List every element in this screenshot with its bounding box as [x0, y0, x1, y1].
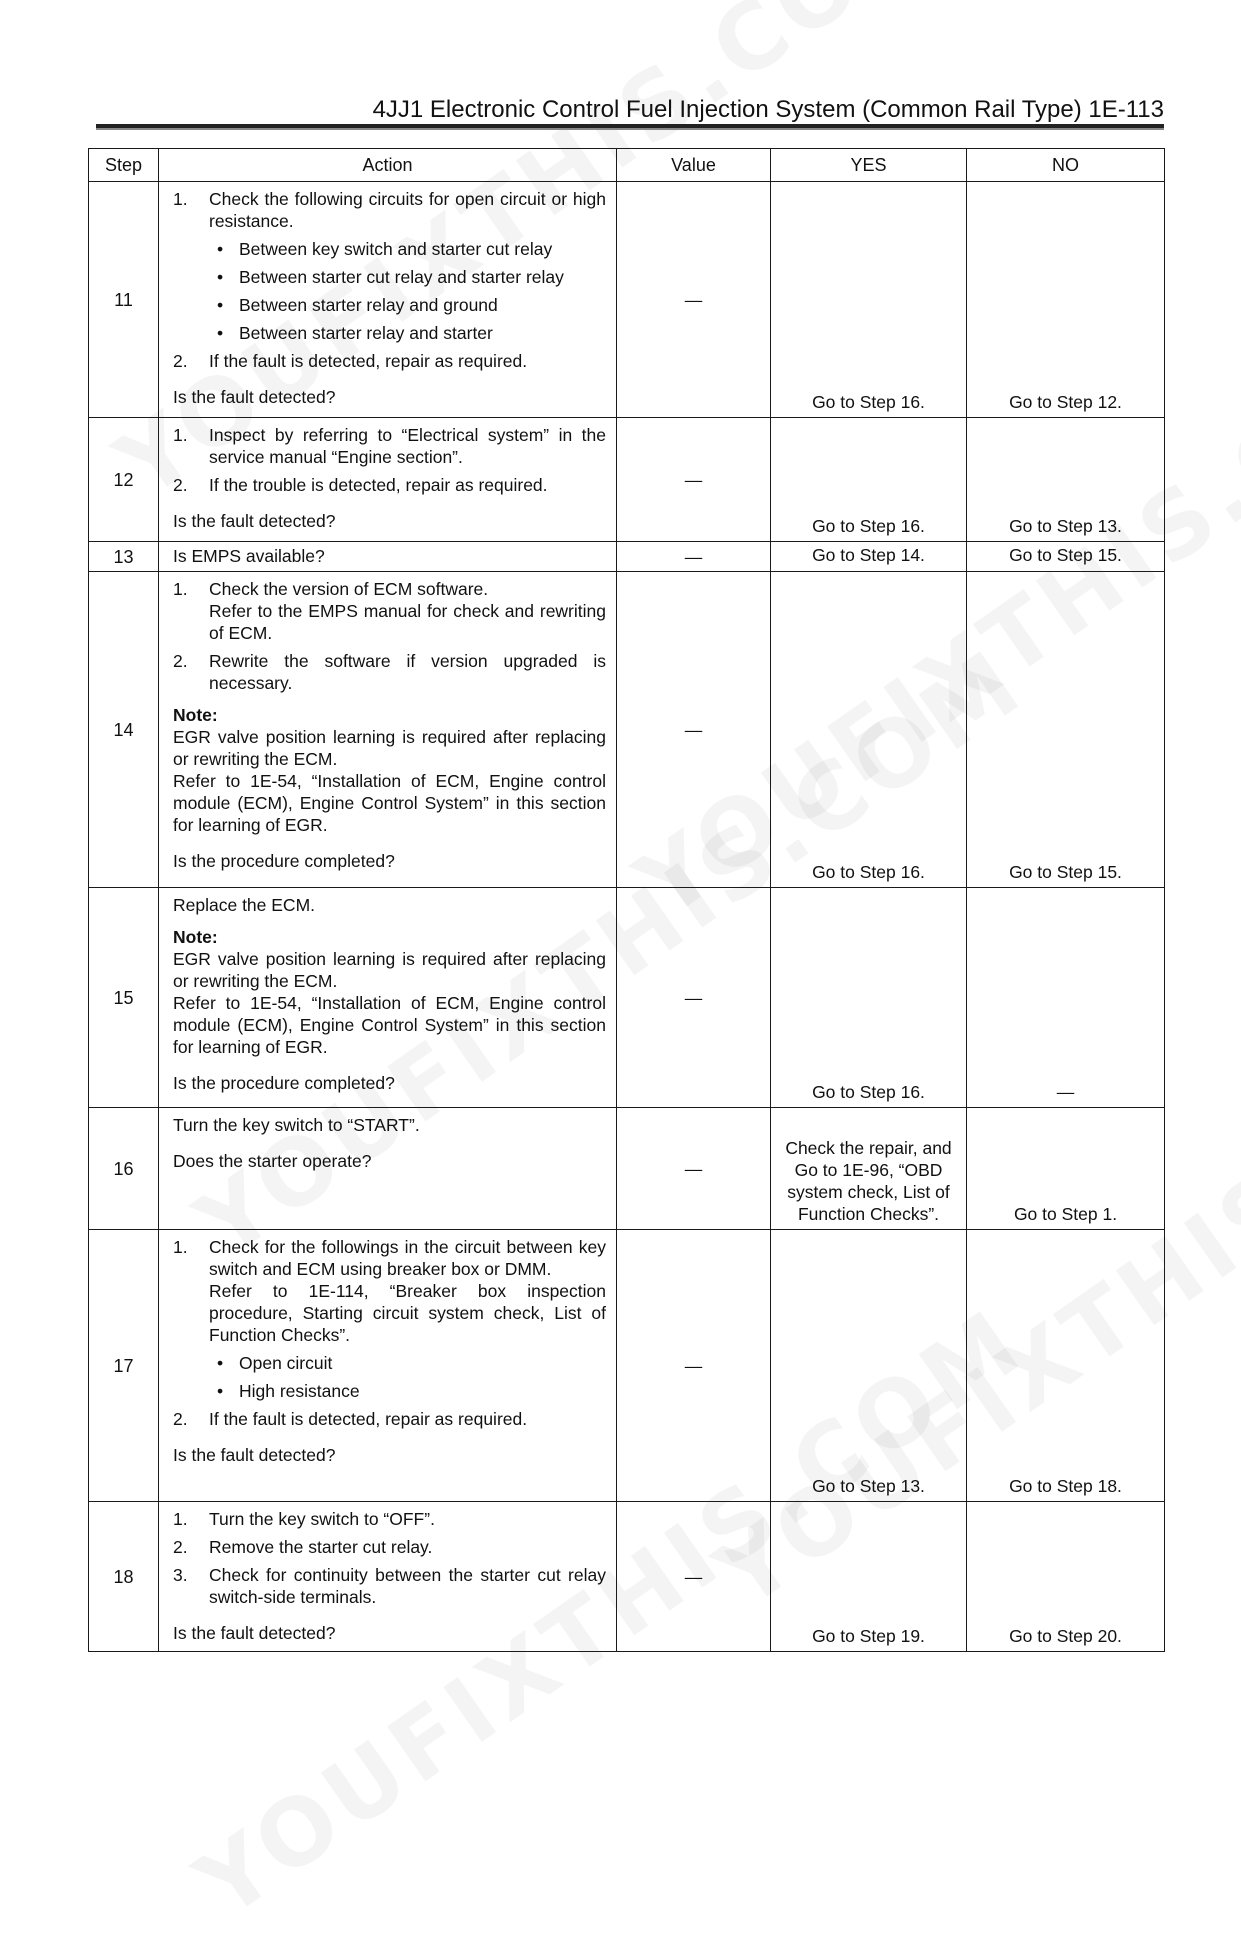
value-cell — [617, 542, 771, 572]
item-text: Inspect by referring to “Electrical system” in the service manual “Engine section”. — [209, 425, 606, 467]
no-cell — [967, 572, 1165, 888]
value-cell — [617, 418, 771, 542]
yes-cell — [771, 182, 967, 418]
no-link[interactable]: Go to Step 15. — [1009, 544, 1122, 565]
numbered-item — [173, 1408, 606, 1430]
bullet-item — [173, 1352, 606, 1374]
question-text: Is the fault detected? — [173, 511, 336, 531]
value-cell — [617, 1502, 771, 1652]
action-cell — [159, 182, 617, 418]
column-header-step: Step — [89, 149, 159, 182]
yes-link[interactable]: Go to Step 16. — [812, 862, 925, 882]
item-number: 2. — [173, 475, 188, 495]
item-text: Between starter cut relay and starter relay — [239, 267, 564, 287]
yes-cell — [771, 1108, 967, 1230]
step-number: 16 — [89, 1108, 159, 1230]
item-number: 2. — [173, 1537, 188, 1557]
no-value: — — [1056, 1082, 1075, 1102]
numbered-item — [173, 1536, 606, 1558]
column-header-value: Value — [617, 149, 771, 182]
bullet-icon: • — [217, 323, 224, 343]
numbered-item — [173, 424, 606, 468]
no-link[interactable]: Go to Step 18. — [1009, 1476, 1122, 1496]
yes-link[interactable]: Go to Step 16. — [812, 516, 925, 536]
bullet-item — [173, 294, 606, 316]
item-number: 1. — [173, 579, 188, 599]
action-cell — [159, 542, 617, 572]
item-number: 2. — [173, 351, 188, 371]
no-link[interactable]: Go to Step 13. — [1009, 516, 1122, 536]
action-text: Turn the key switch to “START”. — [173, 1115, 420, 1135]
bullet-item — [173, 1380, 606, 1402]
note-text: EGR valve position learning is required after replacing or rewriting the ECM. — [173, 727, 606, 769]
yes-link[interactable]: Go to Step 16. — [812, 392, 925, 412]
item-text: If the fault is detected, repair as required. — [209, 351, 528, 371]
question-text: Is the fault detected? — [173, 1623, 336, 1643]
value-cell — [617, 1230, 771, 1502]
table-row — [89, 572, 1165, 888]
bullet-icon: • — [217, 1353, 224, 1373]
bullet-icon: • — [217, 267, 224, 287]
yes-cell — [771, 1502, 967, 1652]
value-cell — [617, 182, 771, 418]
yes-link[interactable]: Go to Step 14. — [812, 544, 925, 565]
table-row — [89, 1502, 1165, 1652]
table-row — [89, 1230, 1165, 1502]
action-text: Replace the ECM. — [173, 895, 316, 915]
page-header — [96, 92, 1164, 128]
no-cell — [967, 888, 1165, 1108]
bullet-icon: • — [217, 239, 224, 259]
value-cell — [617, 572, 771, 888]
item-text: Turn the key switch to “OFF”. — [209, 1509, 435, 1529]
step-number: 11 — [89, 182, 159, 418]
item-text: If the fault is detected, repair as required. — [209, 1409, 528, 1429]
step-number: 13 — [89, 542, 159, 572]
no-link[interactable]: Go to Step 15. — [1009, 862, 1122, 882]
step-number: 17 — [89, 1230, 159, 1502]
bullet-item — [173, 266, 606, 288]
value-text: — — [684, 546, 703, 567]
note-label: Note: — [173, 705, 218, 725]
yes-link[interactable]: Go to Step 19. — [812, 1626, 925, 1646]
value-text: — — [684, 1158, 703, 1179]
item-number: 1. — [173, 1509, 188, 1529]
action-cell — [159, 1502, 617, 1652]
question-text: Is the fault detected? — [173, 387, 336, 407]
item-text: Open circuit — [239, 1353, 333, 1373]
action-cell — [159, 1108, 617, 1230]
yes-cell — [771, 418, 967, 542]
numbered-item — [173, 350, 606, 372]
item-text: Between starter relay and starter — [239, 323, 493, 343]
note-reference: Refer to 1E-54, “Installation of ECM, Engine control module (ECM), Engine Control System” in this section for learning of EGR. — [173, 993, 606, 1057]
value-cell — [617, 888, 771, 1108]
numbered-item — [173, 1508, 606, 1530]
item-text: Check the following circuits for open circuit or high resistance. — [209, 189, 606, 231]
value-cell — [617, 1108, 771, 1230]
bullet-item — [173, 238, 606, 260]
no-link[interactable]: Go to Step 12. — [1009, 392, 1122, 412]
numbered-item — [173, 1564, 606, 1608]
value-text: — — [684, 289, 703, 310]
value-text: — — [684, 1566, 703, 1587]
column-header-action: Action — [159, 149, 617, 182]
item-subtext: Refer to the EMPS manual for check and rewriting of ECM. — [209, 601, 606, 643]
item-number: 2. — [173, 1409, 188, 1429]
item-number: 1. — [173, 1237, 188, 1257]
note-reference: Refer to 1E-54, “Installation of ECM, Engine control module (ECM), Engine Control System” in this section for learning of EGR. — [173, 771, 606, 835]
yes-cell — [771, 888, 967, 1108]
item-text: If the trouble is detected, repair as required. — [209, 475, 548, 495]
yes-link[interactable]: Go to Step 16. — [812, 1082, 925, 1102]
numbered-item — [173, 188, 606, 232]
numbered-item — [173, 474, 606, 496]
action-cell — [159, 888, 617, 1108]
action-cell — [159, 1230, 617, 1502]
step-number: 15 — [89, 888, 159, 1108]
item-number: 1. — [173, 189, 188, 209]
no-cell — [967, 542, 1165, 572]
question-text: Is EMPS available? — [173, 546, 325, 566]
no-cell — [967, 182, 1165, 418]
yes-cell — [771, 542, 967, 572]
question-text: Is the procedure completed? — [173, 1073, 395, 1093]
value-text: — — [684, 469, 703, 490]
item-text: Remove the starter cut relay. — [209, 1537, 433, 1557]
item-number: 3. — [173, 1565, 188, 1585]
yes-link[interactable]: Check the repair, and Go to 1E-96, “OBD system check, List of Function Checks”. — [785, 1138, 952, 1224]
note-label: Note: — [173, 927, 218, 947]
column-header-no: NO — [967, 149, 1165, 182]
item-number: 2. — [173, 651, 188, 671]
step-number: 12 — [89, 418, 159, 542]
item-text: Check for the followings in the circuit between key switch and ECM using breaker box or DMM. — [209, 1237, 606, 1279]
table-row — [89, 1108, 1165, 1230]
bullet-item — [173, 322, 606, 344]
numbered-item — [173, 1236, 606, 1346]
step-number: 14 — [89, 572, 159, 888]
table-row — [89, 182, 1165, 418]
table-row — [89, 888, 1165, 1108]
table-header-row — [89, 149, 1165, 182]
no-link[interactable]: Go to Step 20. — [1009, 1626, 1122, 1646]
action-cell — [159, 572, 617, 888]
bullet-icon: • — [217, 1381, 224, 1401]
value-text: — — [684, 719, 703, 740]
question-text: Is the procedure completed? — [173, 851, 395, 871]
no-cell — [967, 1230, 1165, 1502]
value-text: — — [684, 1355, 703, 1376]
item-subtext: Refer to 1E-114, “Breaker box inspection procedure, Starting circuit system check, List of Function Checks”. — [209, 1281, 606, 1345]
action-cell — [159, 418, 617, 542]
step-number: 18 — [89, 1502, 159, 1652]
item-text: High resistance — [239, 1381, 360, 1401]
value-text: — — [684, 987, 703, 1008]
yes-link[interactable]: Go to Step 13. — [812, 1476, 925, 1496]
page-title: 4JJ1 Electronic Control Fuel Injection System (Common Rail Type) 1E-113 — [372, 96, 1164, 123]
yes-cell — [771, 1230, 967, 1502]
yes-cell — [771, 572, 967, 888]
item-text: Check for continuity between the starter cut relay switch-side terminals. — [209, 1565, 606, 1607]
no-cell — [967, 418, 1165, 542]
numbered-item — [173, 650, 606, 694]
diagnostic-table — [88, 148, 1165, 1652]
header-rule — [96, 124, 1164, 130]
note-text: EGR valve position learning is required after replacing or rewriting the ECM. — [173, 949, 606, 991]
numbered-item — [173, 578, 606, 644]
item-text: Between starter relay and ground — [239, 295, 498, 315]
table-row — [89, 418, 1165, 542]
no-link[interactable]: Go to Step 1. — [1013, 1204, 1118, 1224]
bullet-icon: • — [217, 295, 224, 315]
column-header-yes: YES — [771, 149, 967, 182]
item-text: Rewrite the software if version upgraded is necessary. — [209, 651, 606, 693]
no-cell — [967, 1108, 1165, 1230]
table-row — [89, 542, 1165, 572]
item-number: 1. — [173, 425, 188, 445]
item-text: Check the version of ECM software. — [209, 579, 489, 599]
question-text: Is the fault detected? — [173, 1445, 336, 1465]
item-text: Between key switch and starter cut relay — [239, 239, 553, 259]
question-text: Does the starter operate? — [173, 1151, 372, 1171]
no-cell — [967, 1502, 1165, 1652]
